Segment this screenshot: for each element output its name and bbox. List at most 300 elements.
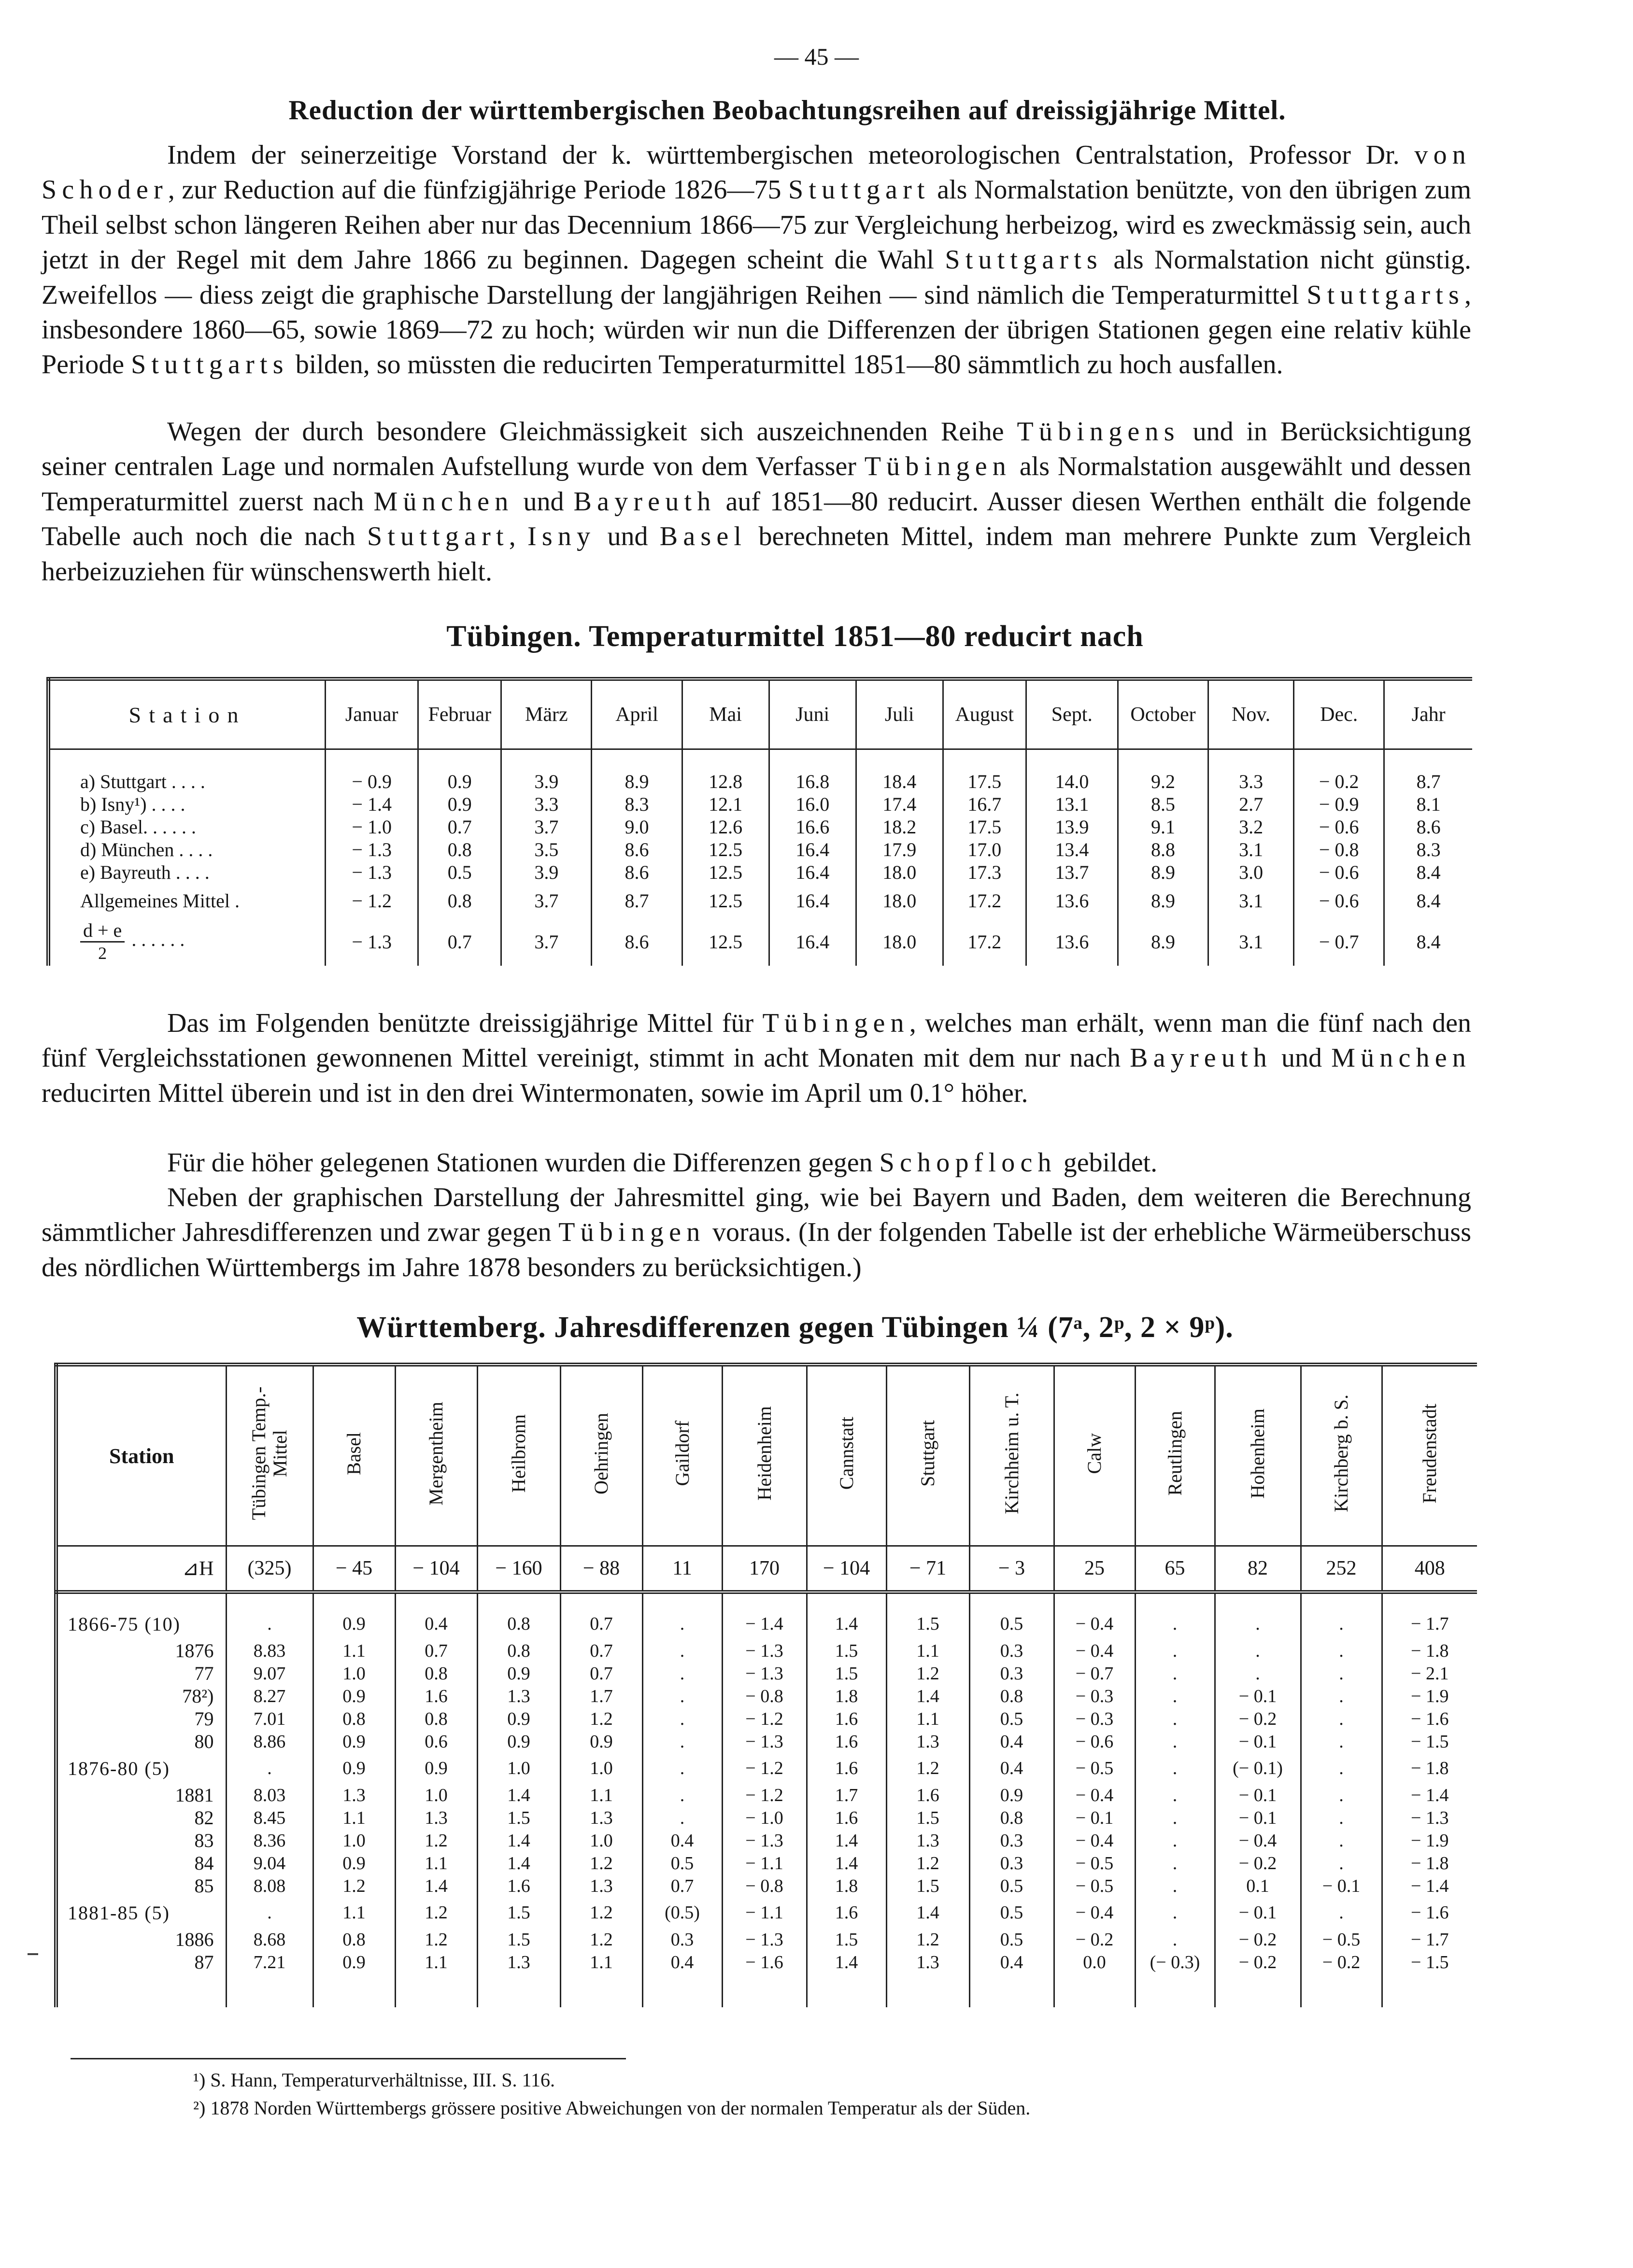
difference-cell: 8.68 xyxy=(226,1928,313,1951)
station-header: Station xyxy=(48,679,326,749)
year-label: 87 xyxy=(56,1951,226,1973)
spacer-cell xyxy=(418,749,501,771)
difference-cell: − 0.4 xyxy=(1054,1784,1135,1806)
spaced-name: Stuttgarts xyxy=(131,350,289,380)
paragraph-4 xyxy=(42,1145,1471,1180)
difference-cell: 1.2 xyxy=(395,1928,477,1951)
difference-cell: − 0.7 xyxy=(1054,1662,1135,1685)
value-cell: 13.1 xyxy=(1026,793,1118,816)
spaced-name: Stuttgarts xyxy=(1306,280,1464,310)
difference-cell: (− 0.3) xyxy=(1135,1951,1215,1973)
difference-cell: − 0.6 xyxy=(1054,1730,1135,1753)
year-label: 80 xyxy=(56,1730,226,1753)
de-label xyxy=(48,917,326,966)
year-label: 1886 xyxy=(56,1928,226,1951)
difference-cell: 0.5 xyxy=(969,1608,1054,1639)
difference-cell: − 0.4 xyxy=(1054,1897,1135,1928)
spacer-cell xyxy=(886,1973,969,2007)
station-column-header xyxy=(395,1365,477,1546)
difference-cell: 1.3 xyxy=(886,1829,969,1852)
value-cell: 17.2 xyxy=(943,884,1026,917)
text-run: als Normalstation nicht günstig. Zweifellos — diess zeigt die graphische Darstellung der langjährigen Reihen — sind nämlich die Temperaturmittel xyxy=(42,245,1471,310)
difference-cell: 0.3 xyxy=(969,1829,1054,1852)
station-column-header xyxy=(313,1365,395,1546)
fraction xyxy=(80,920,125,964)
difference-cell: . xyxy=(1301,1753,1382,1784)
text-run: Das im Folgenden benützte dreissigjährige Mittel für xyxy=(167,1008,763,1038)
difference-cell: 0.9 xyxy=(477,1707,560,1730)
difference-cell: 0.6 xyxy=(395,1730,477,1753)
delta-h-label: ⊿H xyxy=(56,1546,226,1592)
rotated-station-name: Freudenstadt xyxy=(1419,1403,1441,1504)
delta-h-cell: (325) xyxy=(226,1546,313,1592)
difference-cell: . xyxy=(1135,1662,1215,1685)
difference-cell: 1.4 xyxy=(807,1852,886,1874)
station-column-header xyxy=(722,1365,807,1546)
value-cell: 0.7 xyxy=(418,816,501,838)
difference-cell: − 2.1 xyxy=(1382,1662,1477,1685)
difference-cell: 9.04 xyxy=(226,1852,313,1874)
value-cell: 8.8 xyxy=(1118,838,1208,861)
station-label: b) Isny¹) . . . . xyxy=(48,793,326,816)
month-header: Februar xyxy=(418,679,501,749)
delta-h-cell: − 88 xyxy=(560,1546,642,1592)
spacer-cell xyxy=(682,749,769,771)
value-cell: 3.3 xyxy=(1208,770,1294,793)
spacer-cell xyxy=(642,1592,722,1608)
difference-cell: . xyxy=(226,1753,313,1784)
spacer-cell xyxy=(1054,1973,1135,2007)
value-cell: 3.9 xyxy=(501,770,592,793)
difference-cell: 1.4 xyxy=(477,1784,560,1806)
rotated-station-name: Kirchheim u. T. xyxy=(1000,1393,1022,1514)
difference-cell: . xyxy=(1301,1608,1382,1639)
value-cell: 3.7 xyxy=(501,884,592,917)
difference-cell: − 1.2 xyxy=(722,1753,807,1784)
difference-cell: . xyxy=(1135,1753,1215,1784)
difference-cell: . xyxy=(1135,1829,1215,1852)
difference-cell: − 1.7 xyxy=(1382,1608,1477,1639)
delta-h-cell: − 160 xyxy=(477,1546,560,1592)
value-cell: 8.6 xyxy=(1384,816,1472,838)
difference-cell: . xyxy=(1301,1662,1382,1685)
text-run: als Normalstation benützte, von den übrigen zum Theil selbst schon längeren Reihen aber nur das Decennium 1866—75 zur Vergleichung herbeizog, wird es zweckmässig sein, auch jetzt in der Regel mit dem Jahre 1866 zu beginnen. Dagegen scheint die Wahl xyxy=(42,175,1472,275)
year-row xyxy=(56,1707,1477,1730)
text-run: , zur Reduction auf die fünfzigjährige Periode 1826—75 xyxy=(168,175,788,205)
spaced-name: Bayreuth xyxy=(573,486,716,517)
value-cell: 8.6 xyxy=(592,917,682,966)
value-cell: − 1.3 xyxy=(326,917,418,966)
difference-cell: . xyxy=(1135,1897,1215,1928)
value-cell: 8.4 xyxy=(1384,861,1472,884)
difference-cell: 0.0 xyxy=(1054,1951,1135,1973)
table-wuerttemberg-differences xyxy=(54,1363,1477,2007)
difference-cell: 1.0 xyxy=(313,1662,395,1685)
text-run: berechneten Mittel, indem man mehrere Punkte zum Vergleich herbeizuziehen für wünschenswerth hielt. xyxy=(42,521,1472,587)
spaced-name: Tübingen xyxy=(558,1217,706,1248)
rotated-station-name: Cannstatt xyxy=(835,1417,857,1490)
year-label: 77 xyxy=(56,1662,226,1685)
difference-cell: 1.4 xyxy=(807,1829,886,1852)
difference-cell: − 0.1 xyxy=(1054,1806,1135,1829)
difference-cell: . xyxy=(1215,1608,1301,1639)
difference-cell: − 1.9 xyxy=(1382,1829,1477,1852)
difference-cell: . xyxy=(1301,1806,1382,1829)
spacer-cell xyxy=(592,749,682,771)
difference-cell: 1.5 xyxy=(477,1806,560,1829)
difference-cell: 0.8 xyxy=(477,1608,560,1639)
difference-cell: 1.5 xyxy=(886,1806,969,1829)
station-label: c) Basel. . . . . . xyxy=(48,816,326,838)
mean-row xyxy=(48,884,1472,917)
difference-cell: 1.3 xyxy=(886,1951,969,1973)
difference-cell: 1.6 xyxy=(807,1753,886,1784)
year-label: 1876 xyxy=(56,1639,226,1662)
difference-cell: . xyxy=(1301,1829,1382,1852)
spaced-name: von Schoder xyxy=(42,140,1471,205)
value-cell: 16.7 xyxy=(943,793,1026,816)
delta-h-cell: 11 xyxy=(642,1546,722,1592)
difference-cell: 1.3 xyxy=(395,1806,477,1829)
difference-cell: − 1.3 xyxy=(722,1928,807,1951)
rotated-station-name: Calw xyxy=(1083,1433,1105,1474)
difference-cell: 1.6 xyxy=(477,1874,560,1897)
difference-cell: 0.5 xyxy=(969,1897,1054,1928)
fraction-numerator: d + e xyxy=(80,920,125,943)
spacer-cell xyxy=(807,1973,886,2007)
text-run: als Normalstation ausgewählt und dessen Temperaturmittel zuerst nach xyxy=(42,451,1471,517)
month-header: März xyxy=(501,679,592,749)
spacer-cell xyxy=(56,1592,226,1608)
value-cell: − 0.9 xyxy=(1294,793,1384,816)
difference-cell: 8.27 xyxy=(226,1685,313,1707)
spaced-name: Basel xyxy=(659,521,747,552)
value-cell: 17.0 xyxy=(943,838,1026,861)
spacer-cell xyxy=(722,1592,807,1608)
difference-cell: 1.4 xyxy=(807,1951,886,1973)
text-run: und xyxy=(1272,1043,1332,1073)
difference-cell: 1.0 xyxy=(313,1829,395,1852)
value-cell: 8.7 xyxy=(1384,770,1472,793)
table-row xyxy=(48,838,1472,861)
period-mean-row xyxy=(56,1897,1477,1928)
rotated-station-name: Tübingen Temp.-Mittel xyxy=(248,1386,291,1521)
spacer-cell xyxy=(326,749,418,771)
value-cell: − 1.0 xyxy=(326,816,418,838)
difference-cell: 0.4 xyxy=(969,1753,1054,1784)
difference-cell: (0.5) xyxy=(642,1897,722,1928)
spacer-cell xyxy=(1026,749,1118,771)
table-row xyxy=(48,816,1472,838)
difference-cell: − 1.2 xyxy=(722,1707,807,1730)
difference-cell: 1.5 xyxy=(807,1928,886,1951)
delta-h-cell: 25 xyxy=(1054,1546,1135,1592)
value-cell: 17.5 xyxy=(943,816,1026,838)
difference-cell: 0.8 xyxy=(395,1662,477,1685)
difference-cell: − 1.8 xyxy=(1382,1852,1477,1874)
difference-cell: − 1.8 xyxy=(1382,1639,1477,1662)
difference-cell: 1.0 xyxy=(560,1753,642,1784)
difference-cell: 1.8 xyxy=(807,1685,886,1707)
difference-cell: 0.1 xyxy=(1215,1874,1301,1897)
delta-h-cell: − 45 xyxy=(313,1546,395,1592)
value-cell: 17.3 xyxy=(943,861,1026,884)
difference-cell: . xyxy=(1301,1897,1382,1928)
spacer-cell xyxy=(48,749,326,771)
value-cell: 8.6 xyxy=(592,838,682,861)
difference-cell: − 0.1 xyxy=(1215,1685,1301,1707)
station-column-header xyxy=(807,1365,886,1546)
text-run: Indem der seinerzeitige Vorstand der k. württembergischen meteorologischen Centralstation, Professor Dr. xyxy=(167,140,1415,170)
difference-cell: 1.0 xyxy=(395,1784,477,1806)
value-cell: 3.1 xyxy=(1208,838,1294,861)
footnote-1: ¹) S. Hann, Temperaturverhältnisse, III. S. 116. xyxy=(193,2069,555,2091)
station-column-header xyxy=(1301,1365,1382,1546)
difference-cell: 8.45 xyxy=(226,1806,313,1829)
spacer-cell xyxy=(769,749,856,771)
spacer-cell xyxy=(1118,749,1208,771)
difference-cell: 1.7 xyxy=(807,1784,886,1806)
difference-cell: . xyxy=(1301,1730,1382,1753)
value-cell: 0.9 xyxy=(418,793,501,816)
value-cell: 8.4 xyxy=(1384,884,1472,917)
value-cell: 3.1 xyxy=(1208,917,1294,966)
difference-cell: − 1.6 xyxy=(1382,1897,1477,1928)
month-header: Dec. xyxy=(1294,679,1384,749)
text-run: Wegen der durch besondere Gleichmässigkeit sich auszeichnenden Reihe xyxy=(167,417,1017,447)
difference-cell: 0.8 xyxy=(969,1806,1054,1829)
text-run: , insbesondere 1860—65, sowie 1869—72 zu hoch; würden wir nun die Differenzen der übrigen Stationen gegen eine relativ kühle Periode xyxy=(42,280,1471,380)
value-cell: 18.4 xyxy=(856,770,943,793)
rotated-station-name: Heilbronn xyxy=(508,1414,529,1493)
spacer-cell xyxy=(1135,1592,1215,1608)
spacer-cell xyxy=(1208,749,1294,771)
difference-cell: 1.2 xyxy=(395,1829,477,1852)
month-header: Juli xyxy=(856,679,943,749)
value-cell: 0.8 xyxy=(418,838,501,861)
difference-cell: 0.3 xyxy=(969,1662,1054,1685)
value-cell: 3.2 xyxy=(1208,816,1294,838)
difference-cell: . xyxy=(642,1707,722,1730)
spacer-cell xyxy=(501,749,592,771)
difference-cell: 1.2 xyxy=(886,1928,969,1951)
margin-mark xyxy=(28,1953,38,1955)
year-label: 1876-80 (5) xyxy=(56,1753,226,1784)
difference-cell: 1.3 xyxy=(560,1874,642,1897)
difference-cell: 0.8 xyxy=(313,1707,395,1730)
spaced-name: Isny xyxy=(527,521,596,552)
difference-cell: 0.4 xyxy=(969,1951,1054,1973)
spacer-cell xyxy=(642,1973,722,2007)
spacer-cell xyxy=(856,749,943,771)
station-column-header xyxy=(477,1365,560,1546)
difference-cell: 0.5 xyxy=(969,1707,1054,1730)
difference-cell: 1.2 xyxy=(395,1897,477,1928)
year-row xyxy=(56,1730,1477,1753)
month-header: Jahr xyxy=(1384,679,1472,749)
difference-cell: 8.08 xyxy=(226,1874,313,1897)
difference-cell: 1.6 xyxy=(886,1784,969,1806)
spacer-cell xyxy=(1215,1592,1301,1608)
spaced-name: Stuttgarts xyxy=(945,245,1103,275)
difference-cell: 1.3 xyxy=(477,1685,560,1707)
difference-cell: . xyxy=(1301,1639,1382,1662)
value-cell: 16.4 xyxy=(769,917,856,966)
spaced-name: Stuttgart xyxy=(788,175,930,205)
value-cell: 3.5 xyxy=(501,838,592,861)
difference-cell: 0.3 xyxy=(969,1852,1054,1874)
difference-cell: − 1.3 xyxy=(722,1662,807,1685)
difference-cell: 0.9 xyxy=(313,1685,395,1707)
difference-cell: 8.83 xyxy=(226,1639,313,1662)
year-label: 85 xyxy=(56,1874,226,1897)
leader-dots: . . . . . . xyxy=(131,929,185,951)
text-run: und xyxy=(596,521,660,552)
value-cell: 8.6 xyxy=(592,861,682,884)
difference-cell: . xyxy=(642,1662,722,1685)
difference-cell: − 1.0 xyxy=(722,1806,807,1829)
difference-cell: 1.2 xyxy=(560,1928,642,1951)
difference-cell: 0.8 xyxy=(395,1707,477,1730)
difference-cell: 8.36 xyxy=(226,1829,313,1852)
spaced-name: Tübingen xyxy=(762,1008,909,1038)
period-mean-row xyxy=(56,1753,1477,1784)
value-cell: − 0.2 xyxy=(1294,770,1384,793)
difference-cell: − 0.2 xyxy=(1215,1852,1301,1874)
paragraph-2 xyxy=(42,414,1471,589)
spacer-cell xyxy=(1054,1592,1135,1608)
difference-cell: 7.21 xyxy=(226,1951,313,1973)
month-header: Nov. xyxy=(1208,679,1294,749)
value-cell: 2.7 xyxy=(1208,793,1294,816)
delta-h-cell: 65 xyxy=(1135,1546,1215,1592)
value-cell: 8.3 xyxy=(592,793,682,816)
year-row xyxy=(56,1874,1477,1897)
value-cell: 16.8 xyxy=(769,770,856,793)
elevation-difference-row xyxy=(56,1546,1477,1592)
value-cell: 0.7 xyxy=(418,917,501,966)
value-cell: 12.5 xyxy=(682,917,769,966)
rotated-station-name: Stuttgart xyxy=(917,1420,938,1487)
difference-cell: 1.2 xyxy=(313,1874,395,1897)
difference-cell: . xyxy=(642,1806,722,1829)
value-cell: 9.2 xyxy=(1118,770,1208,793)
text-run: Für die höher gelegenen Stationen wurden die Differenzen gegen xyxy=(167,1148,880,1178)
difference-cell: − 0.5 xyxy=(1301,1928,1382,1951)
difference-cell: 1.4 xyxy=(886,1897,969,1928)
text-run: , welches man erhält, wenn man die fünf nach den fünf Vergleichsstationen gewonnenen Mittel vereinigt, stimmt in acht Monaten mit dem nur nach xyxy=(42,1008,1471,1073)
difference-cell: − 1.1 xyxy=(722,1852,807,1874)
month-header: August xyxy=(943,679,1026,749)
difference-cell: 1.2 xyxy=(560,1897,642,1928)
mean-label: Allgemeines Mittel . xyxy=(48,884,326,917)
value-cell: − 0.6 xyxy=(1294,861,1384,884)
difference-cell: − 0.5 xyxy=(1054,1852,1135,1874)
difference-cell: − 0.3 xyxy=(1054,1685,1135,1707)
difference-cell: 1.6 xyxy=(395,1685,477,1707)
difference-cell: − 0.4 xyxy=(1054,1639,1135,1662)
difference-cell: 1.1 xyxy=(313,1897,395,1928)
station-column-header xyxy=(969,1365,1054,1546)
difference-cell: − 1.2 xyxy=(722,1784,807,1806)
rotated-station-name: Mergentheim xyxy=(425,1401,447,1506)
difference-cell: 1.3 xyxy=(313,1784,395,1806)
value-cell: 18.0 xyxy=(856,884,943,917)
spaced-name: Tübingen xyxy=(864,451,1011,482)
value-cell: 16.4 xyxy=(769,861,856,884)
value-cell: − 1.3 xyxy=(326,838,418,861)
difference-cell: − 1.1 xyxy=(722,1897,807,1928)
spacer-cell xyxy=(560,1973,642,2007)
value-cell: 18.0 xyxy=(856,861,943,884)
spaced-name: Schopfloch xyxy=(879,1148,1057,1178)
year-row xyxy=(56,1639,1477,1662)
table2-caption: Württemberg. Jahresdifferenzen gegen Tübingen ¼ (7ᵃ, 2ᵖ, 2 × 9ᵖ). xyxy=(356,1311,1234,1344)
spacer-cell xyxy=(807,1592,886,1608)
value-cell: 13.4 xyxy=(1026,838,1118,861)
difference-cell: 1.1 xyxy=(560,1951,642,1973)
value-cell: 3.3 xyxy=(501,793,592,816)
spacer-cell xyxy=(886,1592,969,1608)
difference-cell: 0.4 xyxy=(395,1608,477,1639)
difference-cell: − 1.6 xyxy=(1382,1707,1477,1730)
difference-cell: − 0.4 xyxy=(1215,1829,1301,1852)
value-cell: 8.3 xyxy=(1384,838,1472,861)
difference-cell: 8.03 xyxy=(226,1784,313,1806)
difference-cell: 0.9 xyxy=(560,1730,642,1753)
value-cell: 16.6 xyxy=(769,816,856,838)
difference-cell: 1.1 xyxy=(313,1806,395,1829)
rotated-station-name: Heidenheim xyxy=(753,1406,775,1501)
year-label: 78²) xyxy=(56,1685,226,1707)
value-cell: 13.6 xyxy=(1026,884,1118,917)
rotated-station-name: Gaildorf xyxy=(671,1421,693,1486)
value-cell: 12.5 xyxy=(682,884,769,917)
difference-cell: − 0.1 xyxy=(1301,1874,1382,1897)
difference-cell: 1.0 xyxy=(477,1753,560,1784)
year-label: 82 xyxy=(56,1806,226,1829)
station-column-header xyxy=(1215,1365,1301,1546)
difference-cell: 1.4 xyxy=(477,1852,560,1874)
difference-cell: 1.5 xyxy=(477,1928,560,1951)
difference-cell: 0.3 xyxy=(969,1639,1054,1662)
difference-cell: 0.9 xyxy=(395,1753,477,1784)
year-label: 83 xyxy=(56,1829,226,1852)
difference-cell: . xyxy=(226,1897,313,1928)
spacer-cell xyxy=(969,1973,1054,2007)
difference-cell: − 0.8 xyxy=(722,1874,807,1897)
difference-cell: 0.9 xyxy=(477,1662,560,1685)
value-cell: 14.0 xyxy=(1026,770,1118,793)
difference-cell: 1.6 xyxy=(807,1730,886,1753)
difference-cell: 1.2 xyxy=(886,1753,969,1784)
difference-cell: 1.1 xyxy=(886,1639,969,1662)
difference-cell: − 1.3 xyxy=(722,1829,807,1852)
spacer-cell xyxy=(943,749,1026,771)
difference-cell: 1.4 xyxy=(886,1685,969,1707)
spacer-cell xyxy=(313,1592,395,1608)
difference-cell: . xyxy=(642,1784,722,1806)
difference-cell: . xyxy=(1135,1730,1215,1753)
value-cell: 8.9 xyxy=(1118,884,1208,917)
value-cell: 3.9 xyxy=(501,861,592,884)
spacer-cell xyxy=(1215,1973,1301,2007)
difference-cell: . xyxy=(1135,1784,1215,1806)
text-run: voraus. (In der folgenden Tabelle ist der erhebliche Wärmeüberschuss des nördlichen Württembergs im Jahre 1878 besonders zu berücksichtigen.) xyxy=(42,1217,1472,1282)
difference-cell: . xyxy=(1135,1928,1215,1951)
difference-cell: − 1.9 xyxy=(1382,1685,1477,1707)
difference-cell: 1.2 xyxy=(560,1852,642,1874)
